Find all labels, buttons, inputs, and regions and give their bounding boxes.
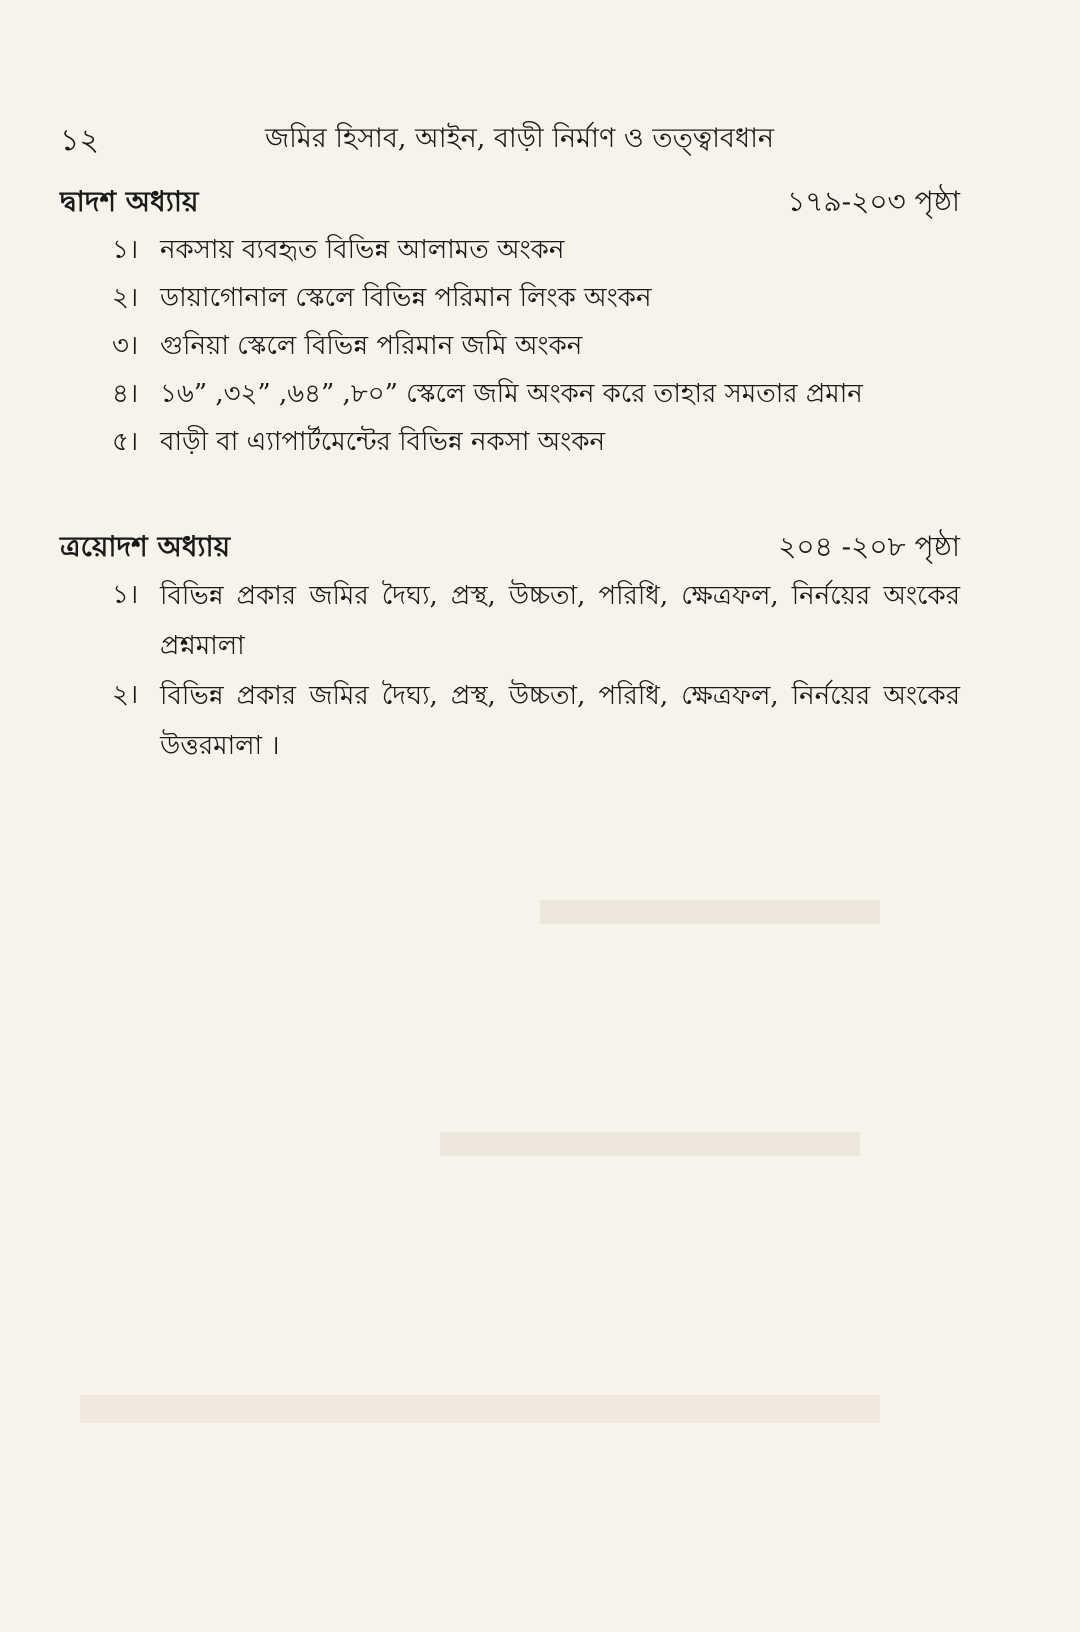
bleed-through-shadow <box>80 1395 880 1423</box>
item-number: ১। <box>112 235 139 265</box>
list-item <box>112 671 960 771</box>
item-text: ডায়াগোনাল স্কেলে বিভিন্ন পরিমান লিংক অংকন <box>160 283 652 313</box>
list-item <box>112 274 960 322</box>
item-number: ১। <box>112 580 139 610</box>
item-number: ২। <box>112 680 139 710</box>
chapter-item-list <box>60 571 960 771</box>
chapter-page-range: ২০৪ -২০৮ পৃষ্ঠা <box>778 530 960 563</box>
list-item <box>112 418 960 466</box>
list-item <box>112 322 960 370</box>
page-number: ১২ <box>60 123 99 158</box>
item-text: নকসায় ব্যবহৃত বিভিন্ন আলামত অংকন <box>160 235 565 265</box>
page-header <box>60 116 960 156</box>
list-item <box>112 226 960 274</box>
chapter-title: দ্বাদশ অধ্যায় <box>60 185 199 218</box>
chapter-heading <box>60 180 960 226</box>
item-number: ২। <box>112 283 139 313</box>
item-number: ৫। <box>112 427 139 457</box>
bleed-through-shadow <box>440 1132 860 1156</box>
list-item <box>112 370 960 418</box>
chapter-page-range: ১৭৯-২০৩ পৃষ্ঠা <box>787 185 960 218</box>
bleed-through-shadow <box>540 900 880 924</box>
chapter-item-list <box>60 226 960 466</box>
item-text: বিভিন্ন প্রকার জমির দৈঘ্য, প্রস্থ, উচ্চতা, পরিধি, ক্ষেত্রফল, নির্নয়ের অংকের প্রশ্নমালা <box>160 581 960 661</box>
chapter-heading <box>60 525 960 571</box>
chapter-thirteen <box>60 525 960 771</box>
item-text: বাড়ী বা এ্যাপার্টমেন্টের বিভিন্ন নকসা অংকন <box>160 427 606 457</box>
item-text: ১৬” ,৩২” ,৬৪” ,৮০” স্কেলে জমি অংকন করে তাহার সমতার প্রমান <box>160 379 863 409</box>
chapter-title: ত্রয়োদশ অধ্যায় <box>60 530 231 563</box>
list-item <box>112 571 960 671</box>
chapter-twelve <box>60 180 960 466</box>
item-text: বিভিন্ন প্রকার জমির দৈঘ্য, প্রস্থ, উচ্চতা, পরিধি, ক্ষেত্রফল, নির্নয়ের অংকের উত্তরমালা । <box>160 681 960 761</box>
running-title: জমির হিসাব, আইন, বাড়ী নির্মাণ ও তত্ত্বাবধান <box>265 123 775 154</box>
item-text: গুনিয়া স্কেলে বিভিন্ন পরিমান জমি অংকন <box>160 331 583 361</box>
item-number: ৪। <box>112 379 139 409</box>
item-number: ৩। <box>112 331 139 361</box>
